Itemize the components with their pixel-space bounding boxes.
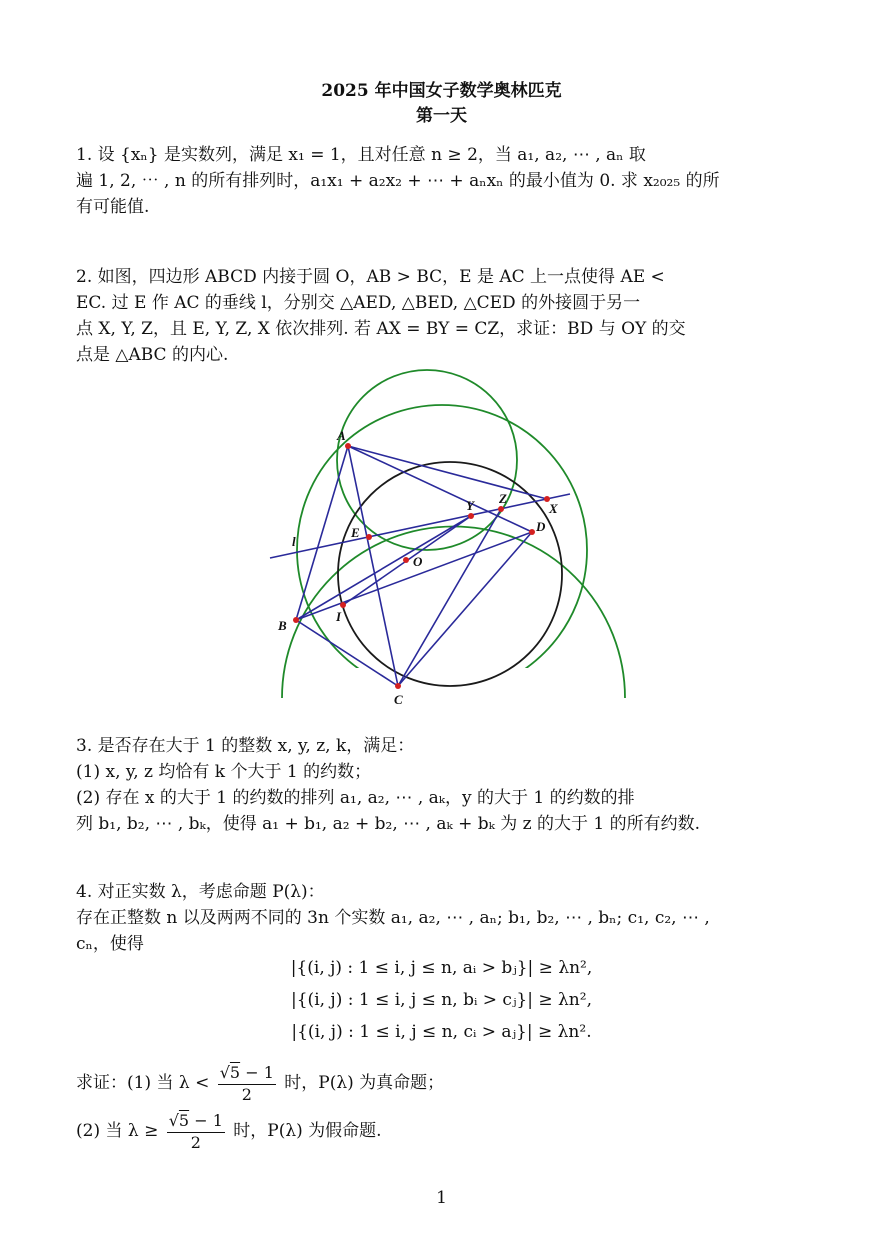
segment-AD — [348, 446, 532, 532]
problem4-line3: cₙ，使得 — [76, 934, 144, 954]
problem4-line1: 4. 对正实数 λ，考虑命题 P(λ)： — [76, 882, 325, 902]
problem4-part1 — [76, 1062, 806, 1105]
problem4-line2: 存在正整数 n 以及两两不同的 3n 个实数 a₁, a₂, ⋯ , aₙ; b₁, b₂, ⋯ , bₙ; c₁, c₂, ⋯ , — [76, 908, 710, 928]
point-Y — [468, 513, 474, 519]
problem4-part2-suffix: 时，P(λ) 为假命题. — [233, 1121, 382, 1141]
fraction-sqrt5-minus1-over2 — [218, 1062, 276, 1105]
problem4-part1-prefix: 求证：(1) 当 λ < — [76, 1073, 210, 1093]
point-Z — [498, 506, 504, 512]
label-I: I — [336, 609, 342, 624]
problem3-line3: (2) 存在 x 的大于 1 的约数的排列 a₁, a₂, ⋯ , aₖ，y 的大于 1 的约数的排 — [76, 788, 635, 808]
point-O — [403, 557, 409, 563]
problem2-line2: EC. 过 E 作 AC 的垂线 l，分别交 △AED, △BED, △CED 的外接圆于另一 — [76, 293, 641, 313]
label-E: E — [351, 525, 360, 540]
paper-subtitle: 第一天 — [416, 106, 467, 126]
page-number: 1 — [436, 1188, 447, 1208]
problem1-line2: 遍 1, 2, ⋯ , n 的所有排列时，a₁x₁ + a₂x₂ + ⋯ + aₙxₙ 的最小值为 0. 求 x₂₀₂₅ 的所 — [76, 171, 720, 191]
segment-BC — [296, 620, 398, 686]
line-l — [270, 494, 570, 558]
label-C: C — [394, 692, 403, 707]
problem2-line1: 2. 如图，四边形 ABCD 内接于圆 O，AB > BC，E 是 AC 上一点使得 AE < — [76, 267, 665, 287]
point-E — [366, 534, 372, 540]
point-C — [395, 683, 401, 689]
fraction-denominator: 2 — [241, 1085, 252, 1104]
point-I — [340, 602, 346, 608]
label-D: D — [536, 519, 546, 534]
fraction-denominator: 2 — [190, 1133, 201, 1152]
label-Y: Y — [466, 498, 474, 513]
problem2-line3: 点 X, Y, Z，且 E, Y, Z, X 依次排列. 若 AX = BY = CZ，求证：BD 与 OY 的交 — [76, 319, 686, 339]
problem1-line3: 有可能值. — [76, 197, 150, 217]
fraction-numerator: √5 − 1 — [167, 1110, 225, 1133]
fraction-sqrt5-minus1-over2-second — [167, 1110, 225, 1153]
geometry-figure — [260, 368, 640, 708]
paper-title: 2025 年中国女子数学奥林匹克 — [321, 81, 562, 101]
problem4-part2-prefix: (2) 当 λ ≥ — [76, 1121, 159, 1141]
problem3-line4: 列 b₁, b₂, ⋯ , bₖ，使得 a₁ + b₁, a₂ + b₂, ⋯ , aₖ + bₖ 为 z 的大于 1 的所有约数. — [76, 814, 701, 834]
problem2-line4: 点是 △ABC 的内心. — [76, 345, 229, 365]
label-B: B — [278, 618, 287, 633]
segment-CZ — [398, 509, 501, 686]
circle-O — [338, 462, 562, 686]
label-O: O — [413, 554, 423, 569]
problem4-eq1: |{(i, j) : 1 ≤ i, j ≤ n, aᵢ > bⱼ}| ≥ λn², — [290, 958, 593, 978]
label-l: l — [292, 534, 296, 549]
point-A — [345, 443, 351, 449]
point-D — [529, 529, 535, 535]
label-Z: Z — [499, 491, 507, 506]
problem4-part1-suffix: 时，P(λ) 为真命题； — [284, 1073, 445, 1093]
problem4-eq3: |{(i, j) : 1 ≤ i, j ≤ n, cᵢ > aⱼ}| ≥ λn². — [291, 1022, 592, 1042]
label-A: A — [337, 428, 346, 443]
problem3-line2: (1) x, y, z 均恰有 k 个大于 1 的约数； — [76, 762, 372, 782]
problem3-line1: 3. 是否存在大于 1 的整数 x, y, z, k，满足： — [76, 736, 415, 756]
point-B — [293, 617, 299, 623]
problem4-part2 — [76, 1110, 806, 1153]
fraction-numerator: √5 − 1 — [218, 1062, 276, 1085]
problem1-line1: 1. 设 {xₙ} 是实数列，满足 x₁ = 1，且对任意 n ≥ 2，当 a₁, a₂, ⋯ , aₙ 取 — [76, 145, 646, 165]
label-X: X — [549, 501, 558, 516]
problem4-eq2: |{(i, j) : 1 ≤ i, j ≤ n, bᵢ > cⱼ}| ≥ λn², — [291, 990, 592, 1010]
segment-AC — [348, 446, 398, 686]
